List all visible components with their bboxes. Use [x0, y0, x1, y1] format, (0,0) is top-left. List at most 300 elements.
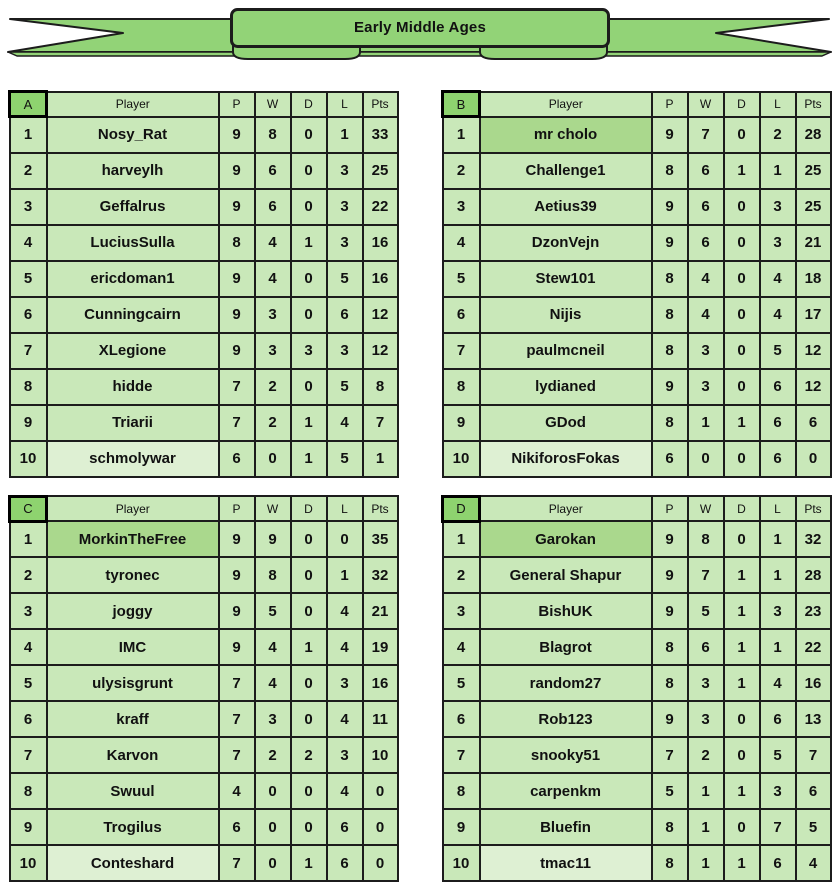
points-cell: 32: [363, 557, 398, 593]
rank-cell: 3: [443, 189, 480, 225]
points-cell: 11: [363, 701, 398, 737]
player-cell: joggy: [47, 593, 219, 629]
played-cell: 8: [652, 153, 688, 189]
player-cell: hidde: [47, 369, 219, 405]
table-row: [443, 737, 831, 773]
player-cell: Swuul: [47, 773, 219, 809]
col-header-player: Player: [47, 92, 219, 117]
table-row: [443, 809, 831, 845]
points-cell: 12: [363, 297, 398, 333]
table-row: [443, 441, 831, 477]
losses-cell: 3: [327, 225, 363, 261]
losses-cell: 5: [760, 737, 796, 773]
played-cell: 9: [652, 225, 688, 261]
table-row: [10, 629, 398, 665]
group-table-c: [8, 495, 399, 883]
table-row: [443, 297, 831, 333]
table-row: [10, 441, 398, 477]
draws-cell: 1: [724, 405, 760, 441]
losses-cell: 3: [327, 189, 363, 225]
groups-grid: [8, 90, 831, 882]
wins-cell: 0: [255, 845, 291, 881]
wins-cell: 3: [255, 297, 291, 333]
points-cell: 16: [796, 665, 831, 701]
rank-cell: 2: [443, 557, 480, 593]
col-header-played: P: [219, 496, 255, 521]
col-header-points: Pts: [796, 92, 831, 117]
col-header-draws: D: [291, 92, 327, 117]
played-cell: 6: [219, 809, 255, 845]
played-cell: 6: [219, 441, 255, 477]
played-cell: 8: [652, 297, 688, 333]
points-cell: 16: [363, 261, 398, 297]
draws-cell: 0: [724, 737, 760, 773]
wins-cell: 5: [255, 593, 291, 629]
table-row: [10, 557, 398, 593]
table-row: [443, 521, 831, 557]
draws-cell: 0: [724, 809, 760, 845]
col-header-played: P: [219, 92, 255, 117]
draws-cell: 0: [724, 261, 760, 297]
rank-cell: 3: [443, 593, 480, 629]
draws-cell: 0: [291, 773, 327, 809]
losses-cell: 6: [760, 845, 796, 881]
points-cell: 10: [363, 737, 398, 773]
player-cell: Triarii: [47, 405, 219, 441]
player-cell: Challenge1: [480, 153, 652, 189]
losses-cell: 4: [760, 297, 796, 333]
rank-cell: 8: [10, 369, 47, 405]
player-cell: Trogilus: [47, 809, 219, 845]
player-cell: schmolywar: [47, 441, 219, 477]
played-cell: 8: [652, 845, 688, 881]
player-cell: XLegione: [47, 333, 219, 369]
player-cell: ulysisgrunt: [47, 665, 219, 701]
rank-cell: 1: [443, 521, 480, 557]
player-cell: NikiforosFokas: [480, 441, 652, 477]
rank-cell: 5: [443, 261, 480, 297]
header-row: [10, 92, 398, 117]
losses-cell: 3: [327, 737, 363, 773]
played-cell: 4: [219, 773, 255, 809]
draws-cell: 0: [291, 809, 327, 845]
points-cell: 21: [363, 593, 398, 629]
col-header-played: P: [652, 496, 688, 521]
table-row: [443, 333, 831, 369]
points-cell: 0: [363, 809, 398, 845]
rank-cell: 1: [443, 117, 480, 153]
played-cell: 7: [219, 665, 255, 701]
wins-cell: 0: [255, 441, 291, 477]
played-cell: 8: [652, 405, 688, 441]
col-header-losses: L: [760, 496, 796, 521]
draws-cell: 0: [291, 117, 327, 153]
wins-cell: 1: [688, 405, 724, 441]
rank-cell: 3: [10, 593, 47, 629]
draws-cell: 0: [724, 701, 760, 737]
draws-cell: 1: [724, 773, 760, 809]
group-rows: [443, 521, 831, 881]
col-header-points: Pts: [796, 496, 831, 521]
points-cell: 33: [363, 117, 398, 153]
col-header-wins: W: [688, 496, 724, 521]
rank-cell: 10: [443, 441, 480, 477]
points-cell: 35: [363, 521, 398, 557]
points-cell: 28: [796, 117, 831, 153]
losses-cell: 3: [760, 225, 796, 261]
draws-cell: 0: [291, 261, 327, 297]
player-cell: Nosy_Rat: [47, 117, 219, 153]
header-row: [10, 496, 398, 521]
table-row: [443, 117, 831, 153]
played-cell: 7: [219, 369, 255, 405]
player-cell: ericdoman1: [47, 261, 219, 297]
player-cell: General Shapur: [480, 557, 652, 593]
points-cell: 22: [796, 629, 831, 665]
table-row: [443, 189, 831, 225]
draws-cell: 1: [724, 557, 760, 593]
points-cell: 7: [363, 405, 398, 441]
table-row: [443, 593, 831, 629]
group-letter: C: [10, 496, 47, 521]
table-row: [10, 225, 398, 261]
table-row: [443, 557, 831, 593]
played-cell: 5: [652, 773, 688, 809]
losses-cell: 3: [760, 593, 796, 629]
table-row: [443, 665, 831, 701]
wins-cell: 3: [688, 333, 724, 369]
points-cell: 5: [796, 809, 831, 845]
table-row: [443, 369, 831, 405]
player-cell: DzonVejn: [480, 225, 652, 261]
losses-cell: 5: [760, 333, 796, 369]
wins-cell: 2: [255, 737, 291, 773]
rank-cell: 4: [10, 629, 47, 665]
losses-cell: 1: [760, 557, 796, 593]
losses-cell: 7: [760, 809, 796, 845]
table-row: [10, 153, 398, 189]
col-header-points: Pts: [363, 92, 398, 117]
points-cell: 0: [363, 773, 398, 809]
col-header-points: Pts: [363, 496, 398, 521]
points-cell: 17: [796, 297, 831, 333]
draws-cell: 1: [724, 845, 760, 881]
draws-cell: 1: [291, 441, 327, 477]
draws-cell: 0: [291, 153, 327, 189]
wins-cell: 2: [255, 405, 291, 441]
losses-cell: 1: [760, 153, 796, 189]
rank-cell: 8: [10, 773, 47, 809]
rank-cell: 4: [10, 225, 47, 261]
wins-cell: 0: [255, 773, 291, 809]
player-cell: Garokan: [480, 521, 652, 557]
table-row: [443, 701, 831, 737]
wins-cell: 6: [688, 225, 724, 261]
draws-cell: 1: [291, 629, 327, 665]
draws-cell: 1: [724, 629, 760, 665]
rank-cell: 7: [443, 737, 480, 773]
rank-cell: 7: [10, 333, 47, 369]
wins-cell: 5: [688, 593, 724, 629]
wins-cell: 8: [688, 521, 724, 557]
draws-cell: 0: [724, 189, 760, 225]
group-table-d: [441, 495, 832, 883]
wins-cell: 7: [688, 117, 724, 153]
draws-cell: 0: [291, 557, 327, 593]
col-header-played: P: [652, 92, 688, 117]
wins-cell: 4: [688, 297, 724, 333]
wins-cell: 6: [688, 629, 724, 665]
draws-cell: 1: [291, 405, 327, 441]
wins-cell: 6: [255, 153, 291, 189]
rank-cell: 6: [443, 297, 480, 333]
table-row: [443, 261, 831, 297]
losses-cell: 3: [327, 333, 363, 369]
points-cell: 12: [796, 333, 831, 369]
rank-cell: 9: [10, 809, 47, 845]
player-cell: Stew101: [480, 261, 652, 297]
col-header-player: Player: [47, 496, 219, 521]
rank-cell: 7: [10, 737, 47, 773]
played-cell: 9: [219, 153, 255, 189]
played-cell: 9: [219, 629, 255, 665]
points-cell: 22: [363, 189, 398, 225]
group-rows: [10, 521, 398, 881]
draws-cell: 0: [724, 225, 760, 261]
rank-cell: 4: [443, 225, 480, 261]
played-cell: 9: [652, 593, 688, 629]
rank-cell: 8: [443, 773, 480, 809]
losses-cell: 6: [327, 845, 363, 881]
table-row: [10, 773, 398, 809]
losses-cell: 6: [760, 701, 796, 737]
player-cell: LuciusSulla: [47, 225, 219, 261]
points-cell: 16: [363, 225, 398, 261]
player-cell: mr cholo: [480, 117, 652, 153]
title-banner: [0, 0, 839, 64]
wins-cell: 2: [255, 369, 291, 405]
losses-cell: 5: [327, 261, 363, 297]
played-cell: 9: [219, 593, 255, 629]
draws-cell: 1: [291, 225, 327, 261]
losses-cell: 5: [327, 369, 363, 405]
points-cell: 19: [363, 629, 398, 665]
group-letter: A: [10, 92, 47, 117]
player-cell: Cunningcairn: [47, 297, 219, 333]
wins-cell: 3: [255, 333, 291, 369]
table-row: [10, 701, 398, 737]
draws-cell: 0: [724, 333, 760, 369]
rank-cell: 5: [10, 665, 47, 701]
played-cell: 9: [219, 557, 255, 593]
table-row: [10, 189, 398, 225]
rank-cell: 6: [10, 297, 47, 333]
ribbon-bottom-fold: [8, 52, 831, 56]
points-cell: 25: [796, 153, 831, 189]
wins-cell: 3: [688, 369, 724, 405]
losses-cell: 3: [760, 189, 796, 225]
rank-cell: 1: [10, 117, 47, 153]
col-header-losses: L: [327, 496, 363, 521]
rank-cell: 4: [443, 629, 480, 665]
played-cell: 8: [219, 225, 255, 261]
wins-cell: 4: [255, 629, 291, 665]
points-cell: 6: [796, 405, 831, 441]
draws-cell: 1: [291, 845, 327, 881]
draws-cell: 0: [291, 521, 327, 557]
wins-cell: 6: [255, 189, 291, 225]
points-cell: 25: [796, 189, 831, 225]
wins-cell: 8: [255, 117, 291, 153]
played-cell: 9: [652, 521, 688, 557]
rank-cell: 10: [10, 845, 47, 881]
played-cell: 9: [219, 333, 255, 369]
player-cell: Karvon: [47, 737, 219, 773]
wins-cell: 6: [688, 189, 724, 225]
played-cell: 6: [652, 441, 688, 477]
draws-cell: 0: [291, 665, 327, 701]
played-cell: 9: [652, 557, 688, 593]
losses-cell: 6: [760, 405, 796, 441]
player-cell: harveylh: [47, 153, 219, 189]
played-cell: 8: [652, 333, 688, 369]
player-cell: Conteshard: [47, 845, 219, 881]
points-cell: 6: [796, 773, 831, 809]
player-cell: GDod: [480, 405, 652, 441]
played-cell: 9: [652, 369, 688, 405]
draws-cell: 1: [724, 153, 760, 189]
draws-cell: 0: [291, 369, 327, 405]
played-cell: 9: [652, 701, 688, 737]
group-table-a: [8, 90, 399, 478]
losses-cell: 5: [327, 441, 363, 477]
player-cell: Aetius39: [480, 189, 652, 225]
table-row: [443, 405, 831, 441]
wins-cell: 0: [255, 809, 291, 845]
losses-cell: 6: [760, 369, 796, 405]
wins-cell: 4: [255, 225, 291, 261]
table-row: [10, 521, 398, 557]
losses-cell: 3: [327, 665, 363, 701]
points-cell: 4: [796, 845, 831, 881]
draws-cell: 0: [724, 369, 760, 405]
played-cell: 7: [219, 737, 255, 773]
table-row: [443, 845, 831, 881]
wins-cell: 3: [688, 665, 724, 701]
losses-cell: 3: [327, 153, 363, 189]
losses-cell: 4: [760, 665, 796, 701]
wins-cell: 4: [255, 261, 291, 297]
table-row: [10, 261, 398, 297]
points-cell: 18: [796, 261, 831, 297]
points-cell: 8: [363, 369, 398, 405]
col-header-losses: L: [760, 92, 796, 117]
played-cell: 9: [652, 117, 688, 153]
player-cell: Blagrot: [480, 629, 652, 665]
table-row: [443, 629, 831, 665]
table-row: [10, 297, 398, 333]
table-row: [10, 593, 398, 629]
losses-cell: 6: [327, 809, 363, 845]
losses-cell: 2: [760, 117, 796, 153]
rank-cell: 2: [10, 153, 47, 189]
rank-cell: 10: [10, 441, 47, 477]
col-header-draws: D: [724, 92, 760, 117]
played-cell: 8: [652, 629, 688, 665]
losses-cell: 4: [327, 701, 363, 737]
player-cell: carpenkm: [480, 773, 652, 809]
player-cell: IMC: [47, 629, 219, 665]
points-cell: 21: [796, 225, 831, 261]
played-cell: 8: [652, 665, 688, 701]
played-cell: 9: [652, 189, 688, 225]
wins-cell: 7: [688, 557, 724, 593]
player-cell: kraff: [47, 701, 219, 737]
losses-cell: 4: [760, 261, 796, 297]
wins-cell: 1: [688, 809, 724, 845]
points-cell: 32: [796, 521, 831, 557]
played-cell: 7: [219, 701, 255, 737]
draws-cell: 0: [291, 297, 327, 333]
losses-cell: 1: [760, 521, 796, 557]
losses-cell: 4: [327, 405, 363, 441]
points-cell: 7: [796, 737, 831, 773]
table-row: [10, 737, 398, 773]
table-row: [443, 773, 831, 809]
header-row: [443, 496, 831, 521]
played-cell: 9: [219, 297, 255, 333]
group-rows: [10, 117, 398, 477]
wins-cell: 2: [688, 737, 724, 773]
draws-cell: 0: [724, 441, 760, 477]
col-header-wins: W: [255, 496, 291, 521]
player-cell: random27: [480, 665, 652, 701]
player-cell: paulmcneil: [480, 333, 652, 369]
rank-cell: 6: [443, 701, 480, 737]
rank-cell: 9: [10, 405, 47, 441]
played-cell: 7: [652, 737, 688, 773]
rank-cell: 10: [443, 845, 480, 881]
played-cell: 9: [219, 521, 255, 557]
draws-cell: 0: [724, 521, 760, 557]
losses-cell: 1: [760, 629, 796, 665]
points-cell: 0: [796, 441, 831, 477]
table-row: [443, 153, 831, 189]
table-row: [10, 117, 398, 153]
col-header-losses: L: [327, 92, 363, 117]
group-letter: D: [443, 496, 480, 521]
wins-cell: 0: [688, 441, 724, 477]
losses-cell: 1: [327, 117, 363, 153]
table-row: [10, 809, 398, 845]
player-cell: tmac11: [480, 845, 652, 881]
col-header-player: Player: [480, 92, 652, 117]
player-cell: Geffalrus: [47, 189, 219, 225]
player-cell: MorkinTheFree: [47, 521, 219, 557]
player-cell: snooky51: [480, 737, 652, 773]
col-header-draws: D: [291, 496, 327, 521]
played-cell: 9: [219, 261, 255, 297]
table-row: [10, 845, 398, 881]
losses-cell: 4: [327, 773, 363, 809]
wins-cell: 1: [688, 845, 724, 881]
rank-cell: 8: [443, 369, 480, 405]
group-table-b: [441, 90, 832, 478]
header-row: [443, 92, 831, 117]
rank-cell: 2: [443, 153, 480, 189]
player-cell: lydianed: [480, 369, 652, 405]
points-cell: 13: [796, 701, 831, 737]
